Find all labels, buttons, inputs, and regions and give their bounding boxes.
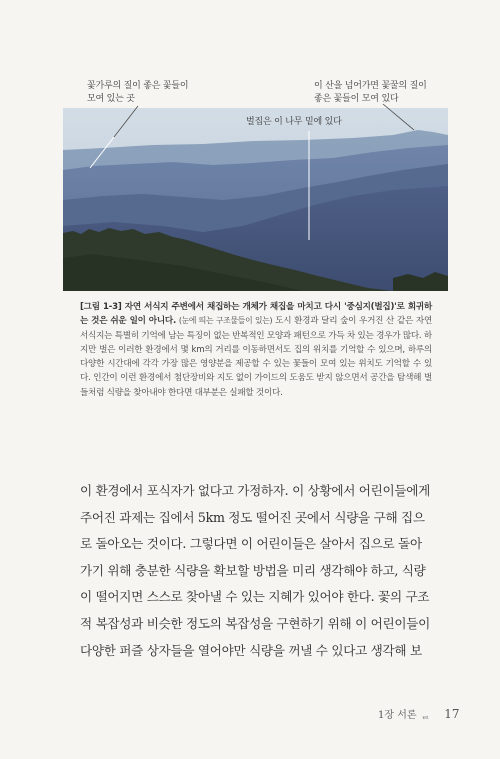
annotation-line: 모여 있는 곳	[87, 94, 135, 104]
body-paragraph	[80, 478, 432, 664]
annotation-hive-location: 벌집은 이 나무 밑에 있다	[246, 117, 342, 127]
body-line: 이 환경에서 포식자가 없다고 가정하자. 이 상황에서 어린이들에게	[80, 483, 430, 498]
page-number: 17	[444, 707, 460, 721]
annotation-line: 좋은 꽃들이 모여 있다	[314, 94, 399, 104]
body-line: 가기 위해 충분한 식량을 확보할 방법을 미리 생각해야 하고, 식량	[80, 562, 426, 578]
caption-parenthetical: (눈에 띄는 구조물들이 있는)	[178, 316, 273, 326]
chapter-label: 1장 서론	[378, 710, 417, 721]
body-line: 로 돌아오는 것이다. 그렇다면 이 어린이들은 살아서 집으로 돌아	[80, 536, 422, 552]
caption-text: 도시 환경과 달리 숲이 우거진 산 같은 자연 서식지는 특별히 기억에 남는 특징이 없는 반복적인 모양과 패턴으로 가득 차 있는 경우가 많다. 하지만 벌은 이러한 환경에서 몇 km의 거리를 이동하면서도 집의 위치를 기억할 수 있으며, 하루의 다양한 시간대에 각각 가장 많은 영양분을 제공할 수 있는 꽃들이 모여 있는 위치도 기억할 수 있다. 인간이 이런 환경에서 첨단장비와 지도 없이 가이드의 도움도 받지 않으면서 공간을 탐색해 벌들처럼 식량을 찾아내야 한다면 대부분은 실패할 것이다.	[80, 316, 433, 398]
caption-title: [그림 1-3] 자연 서식지 주변에서 채집하는 개체가 채집을 마치고 다시 '중심지(벌집)'로 회귀하는 것은 쉬운 일이 아니다.	[80, 302, 432, 327]
annotation-pollen-flowers	[87, 80, 188, 106]
footer-divider: ᆯ	[420, 710, 431, 721]
annotation-nectar-flowers	[314, 80, 427, 106]
figure-caption	[80, 300, 432, 400]
body-line: 다양한 퍼즐 상자들을 열어야만 식량을 꺼낼 수 있다고 생각해 보	[80, 642, 422, 658]
body-line: 이 떨어지면 스스로 찾아낼 수 있는 지혜가 있어야 한다. 꽃의 구조	[80, 589, 430, 605]
annotation-line: 이 산을 넘어가면 꽃꿀의 질이	[314, 81, 427, 91]
annotation-line: 꽃가루의 질이 좋은 꽃들이	[87, 81, 189, 91]
body-line: 주어진 과제는 집에서 5km 정도 떨어진 곳에서 식량을 구해 집으	[80, 509, 425, 525]
mountain-forest-photo	[63, 108, 448, 291]
body-line: 적 복잡성과 비슷한 정도의 복잡성을 구현하기 위해 이 어린이들이	[80, 615, 430, 631]
page-footer	[378, 706, 459, 721]
